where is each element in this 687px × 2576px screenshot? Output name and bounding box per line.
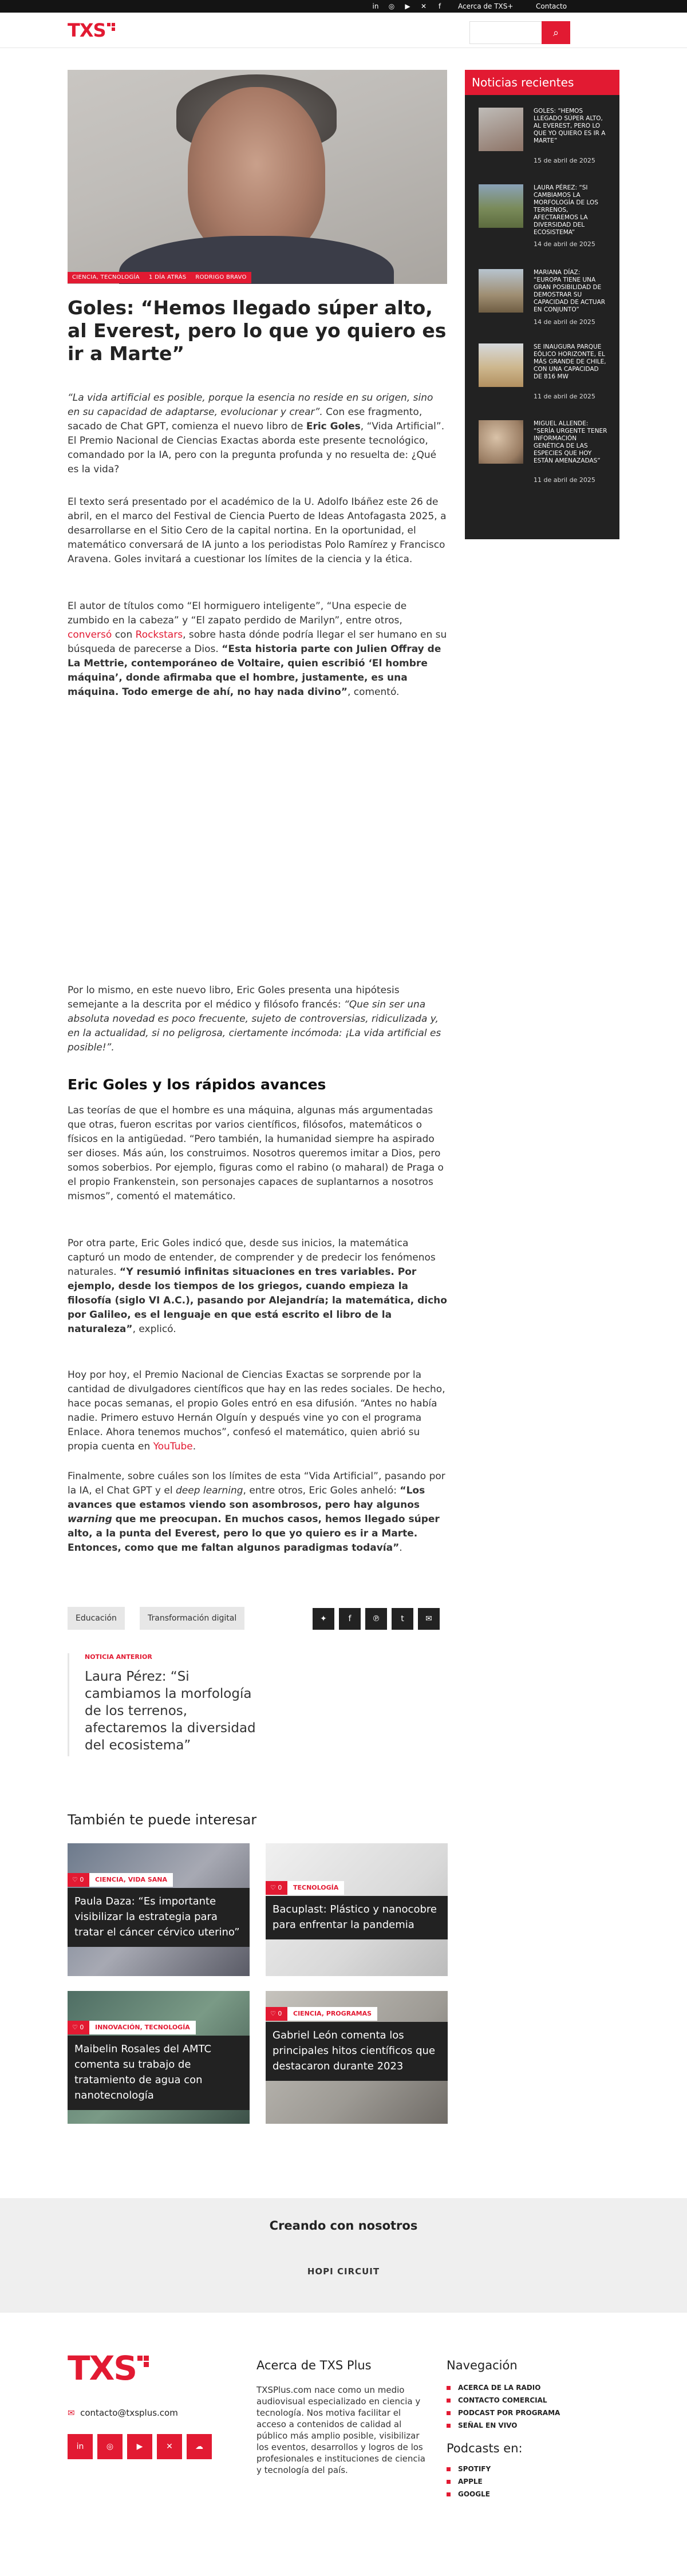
related-title: También te puede interesar — [68, 1812, 257, 1828]
footer-nav-item[interactable]: CONTACTO COMERCIAL — [458, 2396, 547, 2404]
sidebar-item[interactable]: MIGUEL ALLENDE: “SERÍA URGENTE TENER INFORMACIÓN GENÉTICA DE LAS ESPECIES QUE HOY ESTÁN AMENAZADAS” 11 de abril de 2025 — [479, 419, 610, 471]
sidebar-thumb — [479, 269, 523, 313]
previous-article[interactable] — [68, 1653, 268, 1756]
recent-news-sidebar — [465, 70, 619, 539]
twitter-icon[interactable]: ✦ — [313, 1608, 334, 1630]
site-header — [0, 13, 687, 48]
search-button[interactable] — [542, 21, 570, 44]
category-tag[interactable]: CIENCIA, TECNOLOGÍA — [68, 272, 144, 283]
partner-logo[interactable]: HOPI CIRCUIT — [307, 2266, 380, 2277]
article-title: Goles: “Hemos llegado súper alto, al Everest, pero lo que yo quiero es ir a Marte” — [68, 297, 447, 365]
x-icon[interactable]: ✕ — [157, 2434, 182, 2459]
email-icon[interactable]: ✉ — [418, 1608, 440, 1630]
mail-icon: ✉ — [68, 2408, 75, 2418]
related-card[interactable]: ♡ 0 INNOVACIÓN, TECNOLOGÍA Maibelin Rosales del AMTC comenta su trabajo de tratamiento de agua con nanotecnología — [68, 1991, 250, 2124]
date-tag: 1 DÍA ATRÁS — [144, 272, 191, 283]
sidebar-item[interactable]: SE INAUGURA PARQUE EÓLICO HORIZONTE, EL MÁS GRANDE DE CHILE, CON UNA CAPACIDAD DE 816 MW 11 de abril de 2025 — [479, 342, 610, 394]
paragraph-8: Finalmente, sobre cuáles son los límites de esta “Vida Artificial”, pasando por la IA, el Chat GPT y el deep learning, entre otros, Eric Goles anheló: “Los avances que estamos viendo son asombrosos, pero hay algunos warning que me preocupan. En muchos casos, hemos llegado súper alto, a la punta del Everest, pero lo que yo quiero es ir a Marte. Entonces, como que me faltan algunos paradigmas todavía”. — [68, 1471, 445, 1554]
paragraph-7: Hoy por hoy, el Premio Nacional de Ciencias Exactas se sorprende por la cantidad de divulgadores científicos que hay en las redes sociales. De hecho, hace pocas semanas, el propio Goles entró en esa difusión. “Antes no había nadie. Primero estuvo Hernán Olguín y después vine yo con el programa Enlace. Ahora tenemos muchos”, confesó el matemático, quien abrió su propia cuenta en YouTube. — [68, 1369, 445, 1452]
heart-icon: ♡ 0 — [68, 2021, 89, 2034]
instagram-icon[interactable]: ◎ — [97, 2434, 123, 2459]
previous-kicker: NOTICIA ANTERIOR — [85, 1653, 152, 1661]
footer-email[interactable]: ✉ contacto@txsplus.com — [68, 2408, 178, 2418]
podcast-spotify[interactable]: SPOTIFY — [458, 2465, 491, 2473]
hero-image — [68, 70, 447, 284]
footer-about-text: TXSPlus.com nace como un medio audiovisual especializado en ciencia y tecnología. Nos motiva facilitar el acceso a contenidos de calidad al público más amplio posible, visibilizar los eventos, desarrollos y logros de los profesionales e instituciones de ciencia y tecnología del país. — [256, 2385, 425, 2475]
paragraph-4: Por lo mismo, en este nuevo libro, Eric Goles presenta una hipótesis semejante a la descrita por el médico y filósofo francés: “Que sin ser una absoluta novedad es poco frecuente, sujeto de controversias, ridiculizada y, en la actualidad, si no peligrosa, ciertamente incómoda: ¡La vida artificial es posible!”. — [68, 985, 441, 1053]
linkedin-icon[interactable]: in — [372, 2, 379, 10]
heart-icon: ♡ 0 — [266, 1881, 287, 1895]
conversation-link[interactable]: conversó — [68, 629, 112, 641]
footer-nav-title: Navegación — [447, 2358, 518, 2372]
sidebar-thumb — [479, 108, 523, 151]
paragraph-3: El autor de títulos como “El hormiguero inteligente”, “Una especie de zumbido en la cabeza” y “El zapato perdido de Marilyn”, entre otros, conversó con Rockstars, sobre hasta dónde podría llegar el ser humano en su búsqueda de parecerse a Dios. “Esta historia parte con Julien Offray de La Mettrie, contemporáneo de Voltaire, quien escribió ‘El hombre máquina’, donde afirmaba que el hombre, justamente, es una máquina. Todo emerge de ahí, no hay nada divino”, comentó. — [68, 600, 447, 698]
sidebar-item[interactable]: MARIANA DÍAZ: “EUROPA TIENE UNA GRAN POSIBILIDAD DE DEMOSTRAR SU CAPACIDAD DE ACTUAR EN CONJUNTO” 14 de abril de 2025 — [479, 268, 610, 319]
sidebar-thumb — [479, 420, 523, 464]
heart-icon: ♡ 0 — [68, 1873, 89, 1887]
section-heading: Eric Goles y los rápidos avances — [68, 1076, 326, 1093]
top-bar — [0, 0, 687, 13]
site-footer — [0, 2313, 687, 2576]
paragraph-2: El texto será presentado por el académico de la U. Adolfo Ibáñez este 26 de abril, en el marco del Festival de Ciencia Puerto de Ideas Antofagasta 2025, a desarrollarse en el Sitio Cero de la capital nortina. En la oportunidad, el matemático conversará de IA junto a los periodistas Polo Ramírez y Francisco Aravena. Goles invitará a cuestionar los límites de la ciencia y la ética. — [68, 496, 447, 565]
contact-link[interactable]: Contacto — [536, 2, 567, 10]
tag-digital-transformation[interactable]: Transformación digital — [140, 1607, 244, 1630]
author-tag[interactable]: RODRIGO BRAVO — [191, 272, 251, 283]
previous-title[interactable]: Laura Pérez: “Si cambiamos la morfología de los terrenos, afectaremos la diversidad del ecosistema” — [85, 1669, 256, 1753]
rockstars-link[interactable]: Rockstars — [135, 629, 183, 641]
site-logo[interactable]: TXS — [68, 22, 115, 39]
pinterest-icon[interactable]: ℗ — [365, 1608, 387, 1630]
linkedin-icon[interactable]: in — [68, 2434, 93, 2459]
soundcloud-icon[interactable]: ☁ — [187, 2434, 212, 2459]
article-tags — [68, 272, 251, 283]
footer-nav-item[interactable]: PODCAST POR PROGRAMA — [458, 2409, 560, 2417]
partners-section — [0, 2198, 687, 2313]
youtube-icon[interactable]: ▶ — [405, 2, 410, 10]
paragraph-5: Las teorías de que el hombre es una máquina, algunas más argumentadas que otras, fueron escritas por varios científicos, filósofos, matemáticos o físicos en la antigüedad. “Pero también, la humanidad siempre ha aspirado ser dioses. Más aún, los construimos. Nosotros queremos imitar a Dios, pero somos soberbios. Por ejemplo, figuras como el rabino (o maharal) de Praga o el propio Frankenstein, son personajes capaces de suplantarnos a nosotros mismos”, comentó el matemático. — [68, 1105, 444, 1202]
related-card[interactable]: ♡ 0 TECNOLOGÍA Bacuplast: Plástico y nanocobre para enfrentar la pandemia — [266, 1843, 448, 1976]
related-card[interactable]: ♡ 0 CIENCIA, VIDA SANA Paula Daza: “Es importante visibilizar la estrategia para tratar el cáncer cérvico uterino” — [68, 1843, 250, 1976]
sidebar-title: Noticias recientes — [465, 70, 619, 95]
youtube-icon[interactable]: ▶ — [127, 2434, 152, 2459]
podcast-google[interactable]: GOOGLE — [458, 2490, 490, 2498]
sidebar-item[interactable]: GOLES: “HEMOS LLEGADO SÚPER ALTO, AL EVEREST, PERO LO QUE YO QUIERO ES IR A MARTE” 15 de abril de 2025 — [479, 106, 610, 158]
paragraph-6: Por otra parte, Eric Goles indicó que, desde sus inicios, la matemática capturó un modo de entender, de comprender y de predecir los fenómenos naturales. “Y resumió infinitas situaciones en tres variables. Por ejemplo, desde los tiempos de los griegos, cuando empieza la filosofía (siglo VI A.C.), pasando por Alejandría; la matemática, dicho por Galileo, es el lenguaje en que está escrito el libro de la naturaleza”, explicó. — [68, 1238, 447, 1335]
paragraph-1: “La vida artificial es posible, porque la esencia no reside en su origen, sino en su capacidad de adaptarse, evolucionar y crear”. Con ese fragmento, sacado de Chat GPT, comienza el nuevo libro de Eric Goles, “Vida Artificial”. El Premio Nacional de Ciencias Exactas aborda este presente tecnológico, comandado por la IA, pero con la pregunta profunda y no resuelta de: ¿Qué es la vida? — [68, 392, 445, 475]
facebook-icon[interactable]: f — [339, 1608, 361, 1630]
heart-icon: ♡ 0 — [266, 2007, 287, 2021]
podcast-apple[interactable]: APPLE — [458, 2478, 483, 2486]
sidebar-thumb — [479, 343, 523, 387]
footer-podcasts-title: Podcasts en: — [447, 2441, 523, 2455]
tumblr-icon[interactable]: t — [392, 1608, 413, 1630]
footer-nav-item[interactable]: SEÑAL EN VIVO — [458, 2421, 518, 2429]
x-icon[interactable]: ✕ — [420, 2, 427, 10]
footer-about-title: Acerca de TXS Plus — [256, 2358, 372, 2372]
footer-social — [68, 2434, 212, 2459]
sidebar-item[interactable]: LAURA PÉREZ: “SI CAMBIAMOS LA MORFOLOGÍA DE LOS TERRENOS, AFECTAREMOS LA DIVERSIDAD DEL ECOSISTEMA” 14 de abril de 2025 — [479, 183, 610, 235]
about-link[interactable]: Acerca de TXS+ — [458, 2, 514, 10]
search-icon: ⌕ — [552, 26, 559, 39]
sidebar-thumb — [479, 184, 523, 228]
related-card[interactable]: ♡ 0 CIENCIA, PROGRAMAS Gabriel León comenta los principales hitos científicos que destacaron durante 2023 — [266, 1991, 448, 2124]
tag-education[interactable]: Educación — [68, 1607, 125, 1630]
footer-logo[interactable]: TXS — [68, 2349, 149, 2388]
youtube-link[interactable]: YouTube — [153, 1441, 193, 1452]
facebook-icon[interactable]: f — [438, 2, 441, 10]
footer-nav-item[interactable]: ACERCA DE LA RADIO — [458, 2384, 541, 2392]
logo-mark — [107, 23, 115, 31]
instagram-icon[interactable]: ◎ — [388, 2, 395, 10]
topbar-social — [372, 0, 444, 13]
partners-title: Creando con nosotros — [269, 2219, 418, 2233]
